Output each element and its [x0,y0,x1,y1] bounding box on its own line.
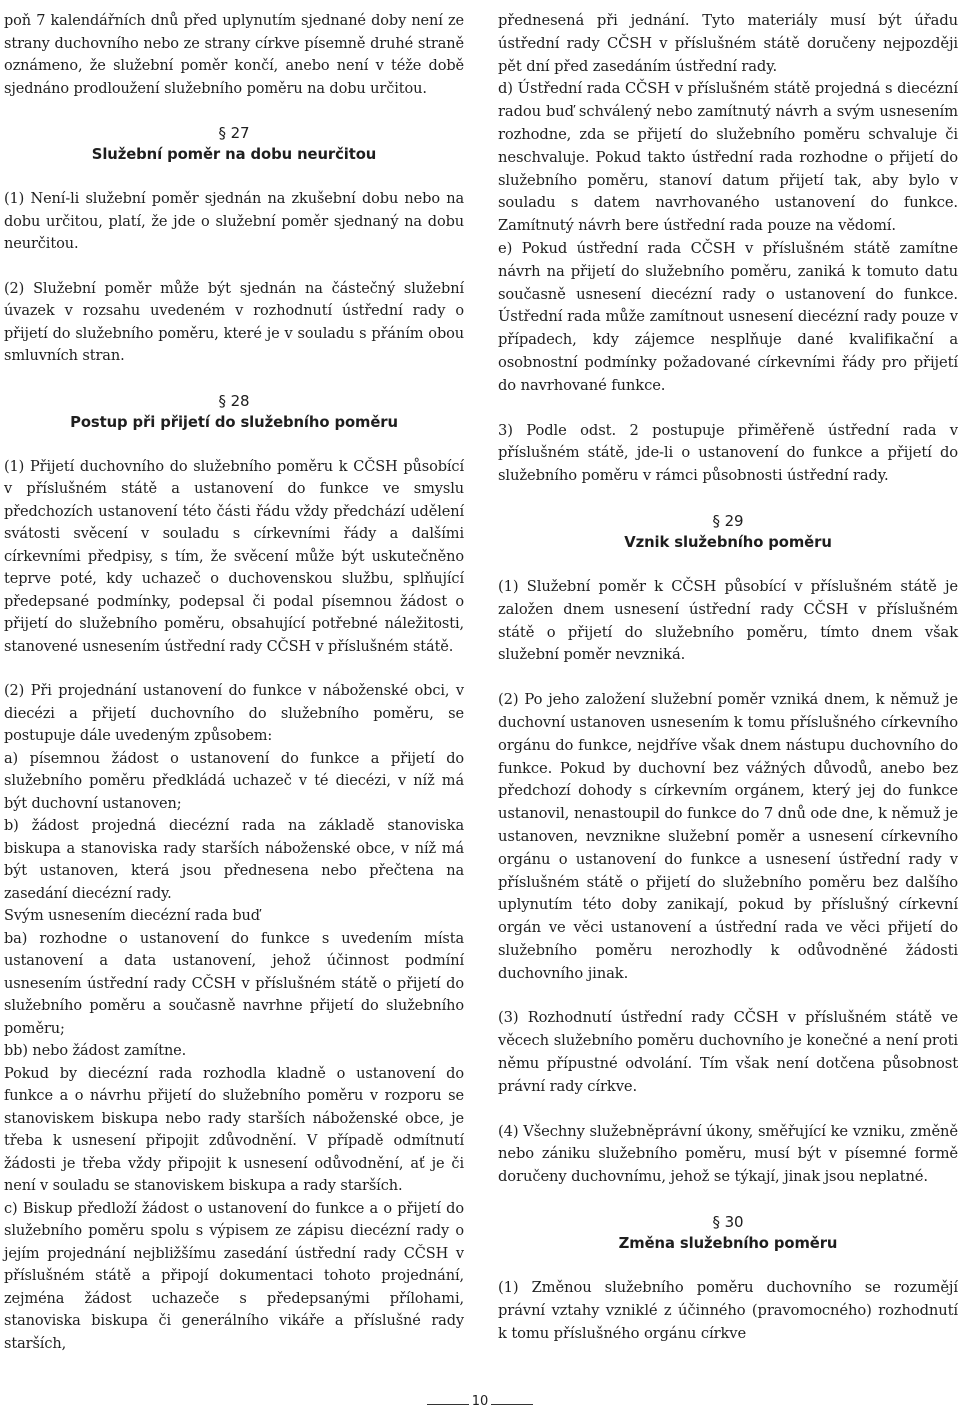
paragraph: (1) Přijetí duchovního do služebního poměru k CČSH působící v příslušném státě a ustanovení do funkce ve smyslu předchozích ustanovení této části řádu vždy předchází udělení svátosti svěcení v souladu s církevními řády a dalšími církevními předpisy, s tím, že svěcení může být uskutečněno teprve poté, kdy uchazeč o duchovenskou službu, splňující předepsané podmínky, podepsal či podal písemnou žádost o přijetí do služebního poměru, obsahující potřebné náležitosti, stanovené usnesením ústřední rady CČSH v příslušném státě. [4,458,464,655]
paragraph-intro: poň 7 kalendářních dnů před uplynutím sjednané doby není ze strany duchovního nebo ze strany církve písemně druhé straně oznámeno, že služební poměr končí, anebo není v téže době sjednáno prodloužení služebního poměru na dobu určitou. [4,13,464,97]
section-title: Služební poměr na dobu neurčitou [91,146,377,163]
paragraph: (2) Po jeho založení služební poměr vzniká dnem, k němuž je duchovní ustanoven usnesením k tomu příslušného církevního orgánu do funkce, nejdříve však dnem nástupu duchovního do funkce. Pokud by duchovní bez vážných důvodů, anebo bez předchozí dohody s církevním orgánem, který jej do funkce ustanovil, nenastoupil do funkce do 7 dnů ode dne, k němuž je ustanoven, nevznikne služební poměr a usnesení církevního orgánu o ustanovení do funkce a usnesení ústřední rady v příslušném státě o přijetí do služebního poměru bez dalšího uplynutím této doby zanikají, pokud by příslušný církevní orgán ve věci ustanovení a ústřední rada ve věci přijetí do služebního poměru nerozhodly k odůvodněné žádosti duchovního jinak. [498,691,958,982]
paragraph: a) písemnou žádost o ustanovení do funkce a přijetí do služebního poměru předkládá uchazeč v té diecézi, v níž má být duchovní ustanoven; [4,750,464,812]
section-number: § 27 [218,124,250,142]
paragraph: (2) Služební poměr může být sjednán na částečný služební úvazek v rozsahu uvedeném v rozhodnutí ústřední rady o přijetí do služebního poměru, které je v souladu s přáním obou smluvních stran. [4,280,464,364]
paragraph: přednesená při jednání. Tyto materiály musí být úřadu ústřední rady CČSH v příslušném státě doručeny nejpozději pět dní před zasedáním ústřední rady. [498,12,958,75]
section-number: § 29 [712,511,744,530]
paragraph: Pokud by diecézní rada rozhodla kladně o ustanovení do funkce a o návrhu přijetí do služebního poměru v rozporu se stanoviskem biskupa nebo rady starších náboženské obce, je třeba k usnesení připojit zdůvodnění. V případě odmítnutí žádosti je třeba vždy připojit k usnesení odůvodnění, ať je či není v souladu se stanoviskem biskupa a rady starších. [4,1065,464,1194]
section-number: § 30 [712,1213,744,1232]
paragraph: (1) Služební poměr k CČSH působící v příslušném státě je založen dnem usnesení ústřední rady CČSH v příslušném státě o přijetí do služebního poměru, tímto dnem však služební poměr nevzniká. [498,577,958,664]
paragraph: (1) Změnou služebního poměru duchovního se rozumějí právní vztahy vzniklé z účinného (pravomocného) rozhodnutí k tomu příslušného orgánu církve [498,1279,958,1342]
section-title: Změna služebního poměru [618,1235,838,1253]
section-title: Postup při přijetí do služebního poměru [70,413,398,431]
page-footer [0,1396,960,1411]
paragraph: bb) nebo žádost zamítne. [4,1043,187,1059]
section-29-heading [498,510,958,554]
footer-rule-left [427,1404,469,1405]
section-title: Vznik služebního poměru [624,533,832,551]
section-30-heading [498,1211,958,1255]
paragraph: (3) Rozhodnutí ústřední rady CČSH v příslušném státě ve věcech služebního poměru duchovního je konečné a není proti němu přípustné odvolání. Tím však není dotčena působnost právní rady církve. [498,1009,958,1095]
left-column [4,10,464,1355]
section-number: § 28 [218,391,250,410]
footer-rule-right [491,1404,533,1405]
paragraph: b) žádost projedná diecézní rada na základě stanoviska biskupa a stanoviska rady starších náboženské obce, v níž má být ustanoven, která jsou přednesena nebo přečtena na zasedání diecézní rady. [4,818,464,902]
paragraph: Svým usnesením diecézní rada buď [4,908,260,924]
right-column [498,10,958,1345]
page-number: 10 [471,1394,489,1409]
paragraph: ba) rozhodne o ustanovení do funkce s uvedením místa ustanovení a data ustanovení, jehož účinnost podmíní usnesením ústřední rady CČSH v příslušném státě o přijetí do služebního poměru a současně navrhne přijetí do služebního poměru; [4,930,464,1037]
section-27-heading [4,122,464,166]
paragraph: d) Ústřední rada CČSH v příslušném státě projedná s diecézní radou buď schválený nebo zamítnutý návrh a svým usnesením rozhodne, zda se přijetí do služebního poměru schvaluje či neschvaluje. Pokud takto ústřední rada rozhodne o přijetí do služebního poměru, stanoví datum přijetí tak, aby bylo v souladu s datem navrhovaného ustanovení do funkce. Zamítnutý návrh bere ústřední rada pouze na vědomí. [498,80,958,235]
paragraph: (1) Není-li služební poměr sjednán na zkušební dobu nebo na dobu určitou, platí, že jde o služební poměr sjednaný na dobu neurčitou. [4,191,464,252]
paragraph: (2) Při projednání ustanovení do funkce v náboženské obci, v diecézi a přijetí duchovního do služebního poměru, se postupuje dále uvedeným způsobem: [4,683,464,744]
section-28-heading [4,390,464,434]
paragraph: (4) Všechny služebněprávní úkony, směřující ke vzniku, změně nebo zániku služebního poměru, musí být v písemné formě doručeny duchovnímu, jehož se týkají, jinak jsou neplatné. [498,1122,958,1186]
paragraph: 3) Podle odst. 2 postupuje přiměřeně ústřední rada v příslušném státě, jde-li o ustanovení do funkce a přijetí do služebního poměru v rámci působnosti ústřední rady. [498,421,958,485]
paragraph: c) Biskup předloží žádost o ustanovení do funkce a o přijetí do služebního poměru spolu s výpisem ze zápisu diecézní rady o jejím projednání nejbližšímu zasedání ústřední rady CČSH v příslušném státě a připojí dokumentaci tohoto projednání, zejména žádost uchazeče s předepsanými přílohami, stanoviska biskupa či generálního vikáře a příslušné rady starších, [4,1200,464,1352]
paragraph: e) Pokud ústřední rada CČSH v příslušném státě zamítne návrh na přijetí do služebního poměru, zaniká k tomuto datu současně usnesení diecézní rady o ustanovení do funkce. Ústřední rada může zamítnout usnesení diecézní rady pouze v případech, kdy zájemce nesplňuje dané kvalifikační a osobnostní podmínky požadované církevními řády pro přijetí do navrhované funkce. [498,239,958,394]
